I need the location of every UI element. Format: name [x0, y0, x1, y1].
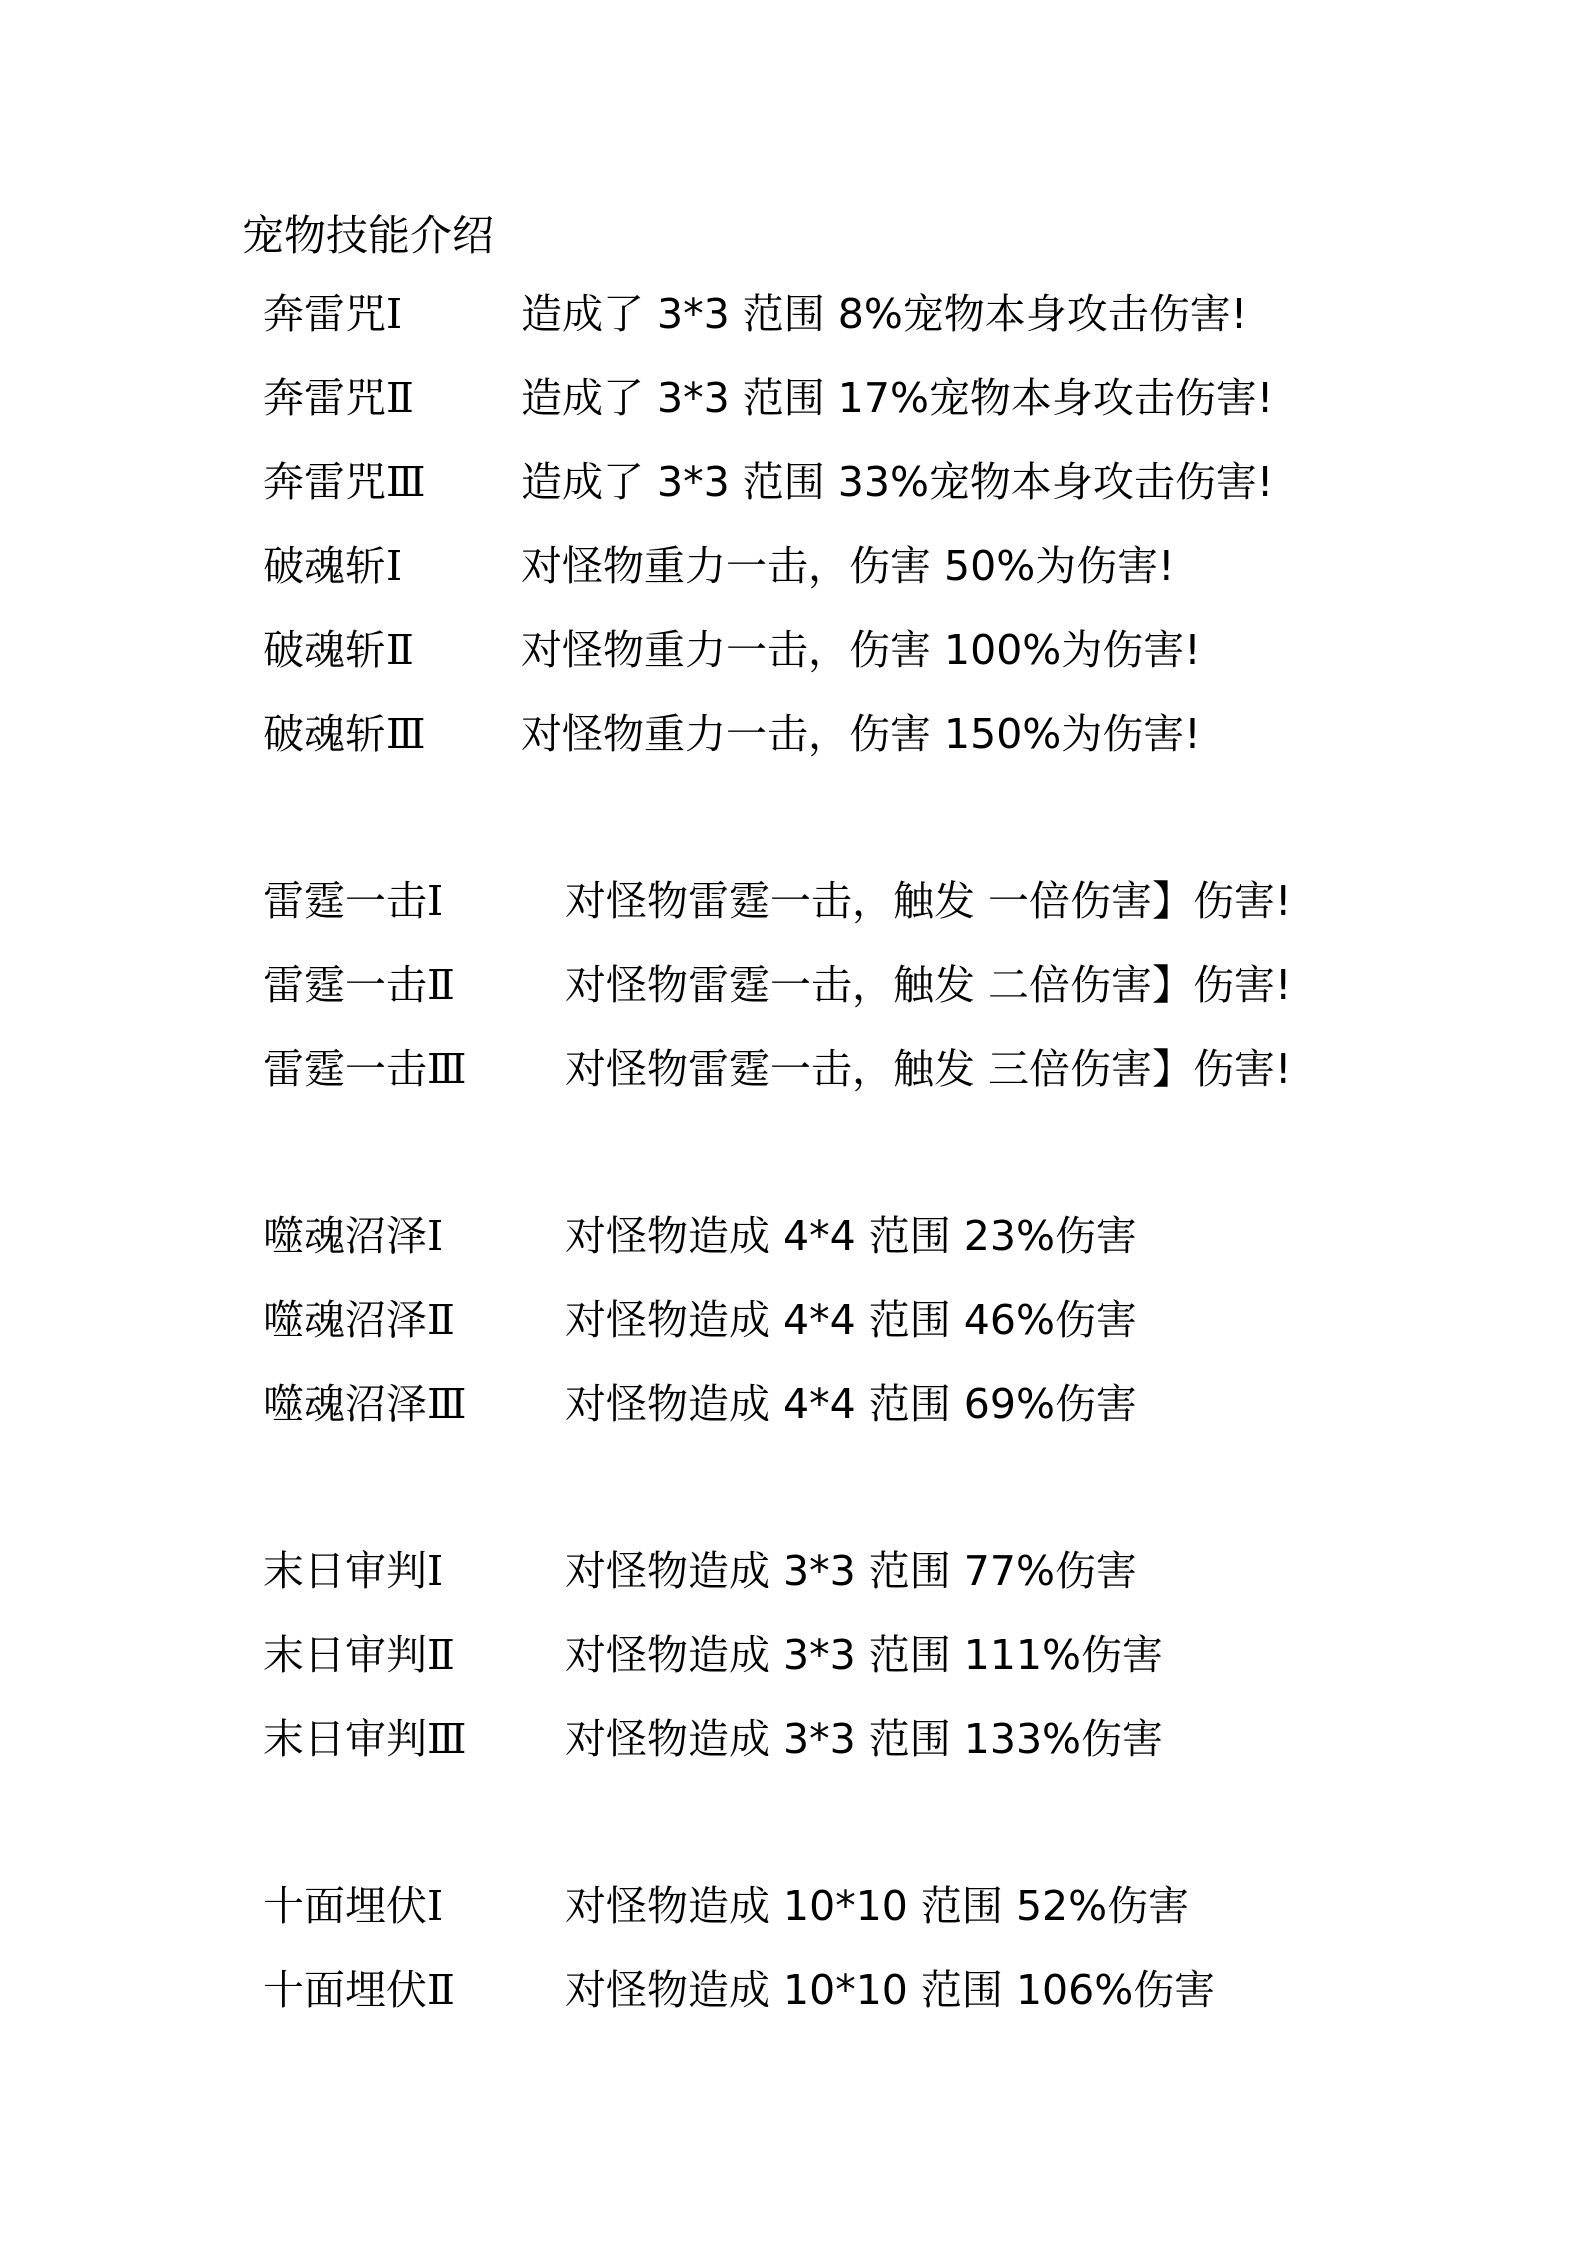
skill-group-mori: [263, 1543, 1463, 1795]
skill-row: [263, 538, 1463, 622]
skill-group-shimian: [263, 1878, 1463, 2046]
skill-description: 对怪物造成 10*10 范围 106%伤害: [565, 1966, 1216, 2014]
skill-row: [263, 706, 1463, 790]
skill-name: 末日审判Ⅱ: [263, 1631, 455, 1679]
skill-name: 末日审判Ⅲ: [263, 1715, 467, 1763]
skill-row: [263, 622, 1463, 706]
skill-row: [263, 1543, 1463, 1627]
skill-name: 雷霆一击Ⅱ: [263, 961, 455, 1009]
skill-description: 对怪物重力一击，伤害 100%为伤害!: [521, 626, 1201, 674]
skill-name: 奔雷咒Ⅲ: [263, 458, 426, 506]
skill-row: [263, 1627, 1463, 1711]
skill-description: 对怪物造成 4*4 范围 46%伤害: [565, 1296, 1137, 1344]
skill-groups: [263, 286, 1463, 2129]
skill-name: 噬魂沼泽Ⅲ: [263, 1380, 467, 1428]
skill-row: [263, 1292, 1463, 1376]
skill-name: 十面埋伏Ⅱ: [263, 1966, 455, 2014]
skill-group-shihun: [263, 1208, 1463, 1460]
skill-description: 对怪物雷霆一击，触发 一倍伤害】伤害!: [565, 877, 1292, 925]
skill-name: 雷霆一击Ⅰ: [263, 877, 444, 925]
skill-row: [263, 1878, 1463, 1962]
skill-description: 造成了 3*3 范围 33%宠物本身攻击伤害!: [521, 458, 1274, 506]
skill-row: [263, 957, 1463, 1041]
skill-group-leiting: [263, 873, 1463, 1125]
skill-row: [263, 370, 1463, 454]
skill-name: 奔雷咒Ⅰ: [263, 290, 403, 338]
skill-description: 对怪物造成 3*3 范围 133%伤害: [565, 1715, 1163, 1763]
skill-name: 破魂斩Ⅰ: [263, 542, 403, 590]
skill-name: 雷霆一击Ⅲ: [263, 1045, 467, 1093]
skill-description: 对怪物雷霆一击，触发 三倍伤害】伤害!: [565, 1045, 1292, 1093]
skill-row: [263, 1711, 1463, 1795]
skill-description: 造成了 3*3 范围 8%宠物本身攻击伤害!: [521, 290, 1248, 338]
skill-row: [263, 1041, 1463, 1125]
skill-row: [263, 1208, 1463, 1292]
skill-name: 十面埋伏Ⅰ: [263, 1882, 444, 1930]
skill-description: 对怪物雷霆一击，触发 二倍伤害】伤害!: [565, 961, 1292, 1009]
skill-name: 破魂斩Ⅱ: [263, 626, 414, 674]
skill-name: 噬魂沼泽Ⅱ: [263, 1296, 455, 1344]
skill-description: 对怪物造成 4*4 范围 69%伤害: [565, 1380, 1137, 1428]
skill-name: 噬魂沼泽Ⅰ: [263, 1212, 444, 1260]
skill-description: 对怪物造成 10*10 范围 52%伤害: [565, 1882, 1190, 1930]
document-title: 宠物技能介绍: [242, 211, 495, 260]
skill-row: [263, 286, 1463, 370]
skill-name: 破魂斩Ⅲ: [263, 710, 426, 758]
skill-row: [263, 873, 1463, 957]
skill-row: [263, 454, 1463, 538]
skill-group-benlei-pohun: [263, 286, 1463, 790]
skill-description: 对怪物造成 4*4 范围 23%伤害: [565, 1212, 1137, 1260]
skill-name: 奔雷咒Ⅱ: [263, 374, 414, 422]
skill-description: 对怪物重力一击，伤害 150%为伤害!: [521, 710, 1201, 758]
skill-description: 对怪物造成 3*3 范围 77%伤害: [565, 1547, 1137, 1595]
skill-name: 末日审判Ⅰ: [263, 1547, 444, 1595]
skill-row: [263, 1962, 1463, 2046]
skill-row: [263, 1376, 1463, 1460]
skill-description: 对怪物造成 3*3 范围 111%伤害: [565, 1631, 1163, 1679]
skill-description: 造成了 3*3 范围 17%宠物本身攻击伤害!: [521, 374, 1274, 422]
skill-description: 对怪物重力一击，伤害 50%为伤害!: [521, 542, 1175, 590]
